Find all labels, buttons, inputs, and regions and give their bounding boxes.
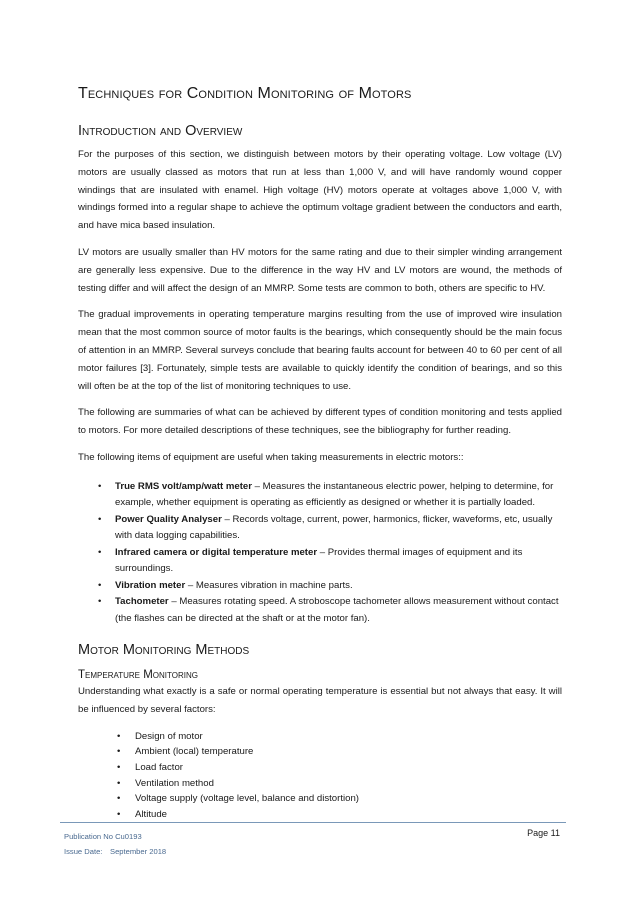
intro-paragraph-5: The following items of equipment are useful when taking measurements in electric motors:: [78, 451, 464, 463]
equipment-description: – Measures vibration in machine parts. [185, 579, 353, 591]
list-item [78, 791, 562, 807]
methods-heading: Motor Monitoring Methods [78, 642, 250, 659]
temperature-heading: Temperature Monitoring [78, 669, 198, 682]
bullet-icon: • [117, 777, 121, 789]
list-item [78, 776, 562, 792]
page-content [78, 84, 562, 822]
issue-date-row [64, 844, 166, 859]
bullet-icon: • [98, 579, 102, 591]
temperature-paragraph: Understanding what exactly is a safe or normal operating temperature is essential but not always that easy. It will be influenced by several factors: [78, 686, 562, 716]
publication-number: Publication No Cu0193 [64, 832, 142, 841]
list-item [78, 545, 562, 578]
bullet-icon: • [98, 513, 102, 525]
bullet-icon: • [117, 730, 121, 742]
factor-label: Ventilation method [135, 777, 214, 789]
list-item [78, 512, 562, 545]
equipment-name: Infrared camera or digital temperature meter [115, 546, 318, 558]
intro-paragraph-3: The gradual improvements in operating temperature margins resulting from the use of improved wire insulation mean that the most common source of motor faults is the bearings, which consequently should be the main focus of attention in an MMRP. Several surveys conclude that bearing faults account for between 40 to 60 per cent of all motor failures [3]. Fortunately, simple tests are available to quickly identify the condition of bearings, and so this will often be at the top of the list of monitoring techniques to use. [78, 309, 562, 392]
list-item [78, 760, 562, 776]
page-number: Page 11 [527, 828, 560, 838]
list-item [78, 479, 562, 512]
factor-label: Design of motor [135, 730, 203, 742]
intro-paragraph-4: The following are summaries of what can be achieved by different types of condition monitoring and tests applied to motors. For more detailed descriptions of these techniques, see the bibliography for further reading. [78, 407, 562, 437]
equipment-description: – Measures the instantaneous electric power, helping to determine, for example, whether equipment is operating as efficiently as designed or whether it is partially loaded. [115, 480, 554, 509]
bullet-icon: • [117, 793, 121, 805]
bullet-icon: • [98, 546, 102, 558]
factor-label: Load factor [135, 762, 184, 774]
issue-date-label: Issue Date: [64, 847, 103, 856]
footer-divider [60, 822, 566, 823]
intro-heading: Introduction and Overview [78, 123, 243, 139]
equipment-name: Tachometer [115, 596, 169, 608]
bullet-icon: • [98, 480, 102, 492]
page-title: Techniques for Condition Monitoring of Motors [78, 85, 412, 102]
factor-label: Ambient (local) temperature [135, 746, 254, 758]
equipment-description: – Measures rotating speed. A stroboscope tachometer allows measurement without contact (the flashes can be directed at the shaft or at the motor fan). [115, 596, 559, 624]
bullet-icon: • [98, 596, 102, 608]
list-item [78, 729, 562, 745]
list-item [78, 807, 562, 823]
issue-date-value: September 2018 [110, 847, 167, 856]
equipment-name: Power Quality Analyser [115, 513, 222, 525]
equipment-name: True RMS volt/amp/watt meter [115, 480, 253, 492]
equipment-description: – Provides thermal images of equipment and its surroundings. [115, 546, 523, 575]
intro-paragraph-2: LV motors are usually smaller than HV motors for the same rating and due to their simpler winding arrangement are generally less expensive. Due to the difference in the way HV and LV motors are wound, the methods of testing differ and will affect the design of an MMRP. Some tests are common to both, others are specific to HV. [78, 246, 562, 294]
factor-label: Voltage supply (voltage level, balance and distortion) [135, 793, 359, 805]
bullet-icon: • [117, 808, 121, 820]
equipment-description: – Records voltage, current, power, harmonics, flicker, waveforms, etc, usually with data logging capabilities. [115, 513, 553, 542]
bullet-icon: • [117, 762, 121, 774]
list-item [78, 744, 562, 760]
factor-label: Altitude [135, 808, 167, 820]
equipment-list [78, 479, 562, 628]
bullet-icon: • [117, 746, 121, 758]
equipment-name: Vibration meter [115, 579, 186, 591]
list-item [78, 594, 562, 627]
footer-meta [64, 829, 166, 859]
temperature-factors-list [78, 729, 562, 823]
list-item [78, 578, 562, 595]
intro-paragraph-1: For the purposes of this section, we distinguish between motors by their operating voltage. Low voltage (LV) motors are usually classed as motors that run at less than 1,000 V, and will have randomly wound copper windings that are insulated with enamel. High voltage (HV) motors operate at voltages above 1,000 V, with windings formed into a regular shape to achieve the optimum voltage gradient between the conductors and earth, and have mica based insulation. [78, 149, 562, 232]
